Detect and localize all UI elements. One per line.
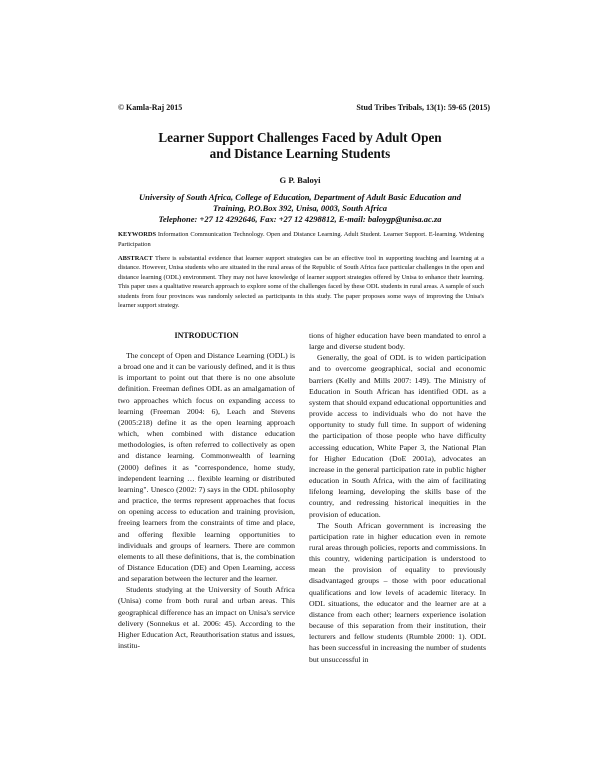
body-paragraph: Students studying at the University of South Africa (Unisa) come from both rural and urban areas. This geographical difference has an impact on Unisa's service delivery (Sonnekus et al. 2006: 45). According to the Higher Education Act, Reauthorisation status and issues, institu-: [118, 585, 295, 651]
right-column: [309, 330, 486, 665]
paper-title: [100, 130, 500, 162]
journal-citation-header: Stud Tribes Tribals, 13(1): 59-65 (2015): [356, 103, 490, 112]
abstract-block: [118, 254, 484, 310]
affiliation-contact-line: Telephone: +27 12 4292646, Fax: +27 12 4298812, E-mail: baloygp@unisa.ac.za: [158, 214, 442, 224]
abstract-label: ABSTRACT: [118, 255, 153, 262]
copyright-header: © Kamla-Raj 2015: [118, 103, 183, 112]
keywords-text: Information Communication Technology. Open and Distance Learning. Adult Student. Learner Support. E-learning. Widening Participation: [118, 231, 484, 248]
title-line-2: and Distance Learning Students: [209, 146, 391, 161]
keywords-block: [118, 230, 484, 249]
abstract-text: There is substantial evidence that learner support strategies can be an effective tool in supporting teaching and learning at a distance. However, Unisa students who are situated in the rural areas of the Republic of South Africa face particular challenges in the open and distance learning (ODL) environment. They may not have knowledge of learner support strategies offered by Unisa to enhance their learning. This paper uses a qualitative research approach to explore some of the challenges faced by these ODL students in rural areas. A sample of such students from four provinces was randomly selected as participants in this study. The paper proposes some ways of improving the Unisa's learner support strategy.: [118, 255, 484, 310]
body-paragraph: The South African government is increasing the participation rate in higher education even in remote rural areas through policies, reports and commissions. In this country, widening participation is understood to mean the provision of equality to previously disadvantaged groups – those with poor educational qualifications and low levels of academic literacy. In ODL situations, the educator and the learner are at a distance from each other; learners experience isolation because of this separation from their institution, their lecturers and fellow students (Rumble 2000: 1). ODL has been successful in increasing the number of students but unsuccessful in: [309, 520, 486, 664]
body-paragraph: Generally, the goal of ODL is to widen participation and to overcome geographical, social and economic barriers (Kelly and Mills 2007: 149). The Ministry of Education in South African has identified ODL as a system that should expand educational opportunities and provide access to individuals who do not have the opportunity to study full time. In support of widening the participation of those people who have difficulty accessing education, White Paper 3, the National Plan for Higher Education (DoE 2001a), advocates an increase in the general participation rate in public higher education in South Africa, with the aim of facilitating lifelong learning, developing the skills base of the country, and redressing historical inequities in the provision of education.: [309, 353, 486, 519]
author-name: G P. Baloyi: [279, 175, 321, 185]
title-line-1: Learner Support Challenges Faced by Adult Open: [158, 130, 442, 145]
keywords-label: KEYWORDS: [118, 231, 156, 238]
body-paragraph-continued: tions of higher education have been mandated to enrol a large and diverse student body.: [309, 331, 486, 352]
section-heading-introduction: INTRODUCTION: [174, 331, 239, 340]
left-column: [118, 330, 295, 651]
author-affiliation: [110, 192, 490, 225]
body-paragraph: The concept of Open and Distance Learning (ODL) is a broad one and it can be variously defined, and it is thus is important to point out that there is no one absolute definition. Freeman defines ODL as an amalgamation of two approaches which focus on expanding access to learning (Freeman 2004: 6), Leach and Stevens (2005:218) define it as the open learning approach which, when combined with distance education methodologies, is often referred to collectively as open and distance learning. Commonwealth of learning (2000) defines it as "correspondence, home study, independent learning … flexible learning or distributed learning". Unesco (2002: 7) says in the ODL philosophy and practice, the terms represent approaches that focus on opening access to education and training provision, freeing learners from the constraints of time and place, and offering flexible learning opportunities to individuals and groups of learners. There are common elements to all these definitions, that is, the combination of Distance Education (DE) and Open Learning, access and separation between the lecturer and the learner.: [118, 351, 295, 584]
affiliation-line-1: University of South Africa, College of Education, Department of Adult Basic Education and: [139, 192, 461, 202]
affiliation-line-2: Training, P.O.Box 392, Unisa, 0003, South Africa: [213, 203, 387, 213]
